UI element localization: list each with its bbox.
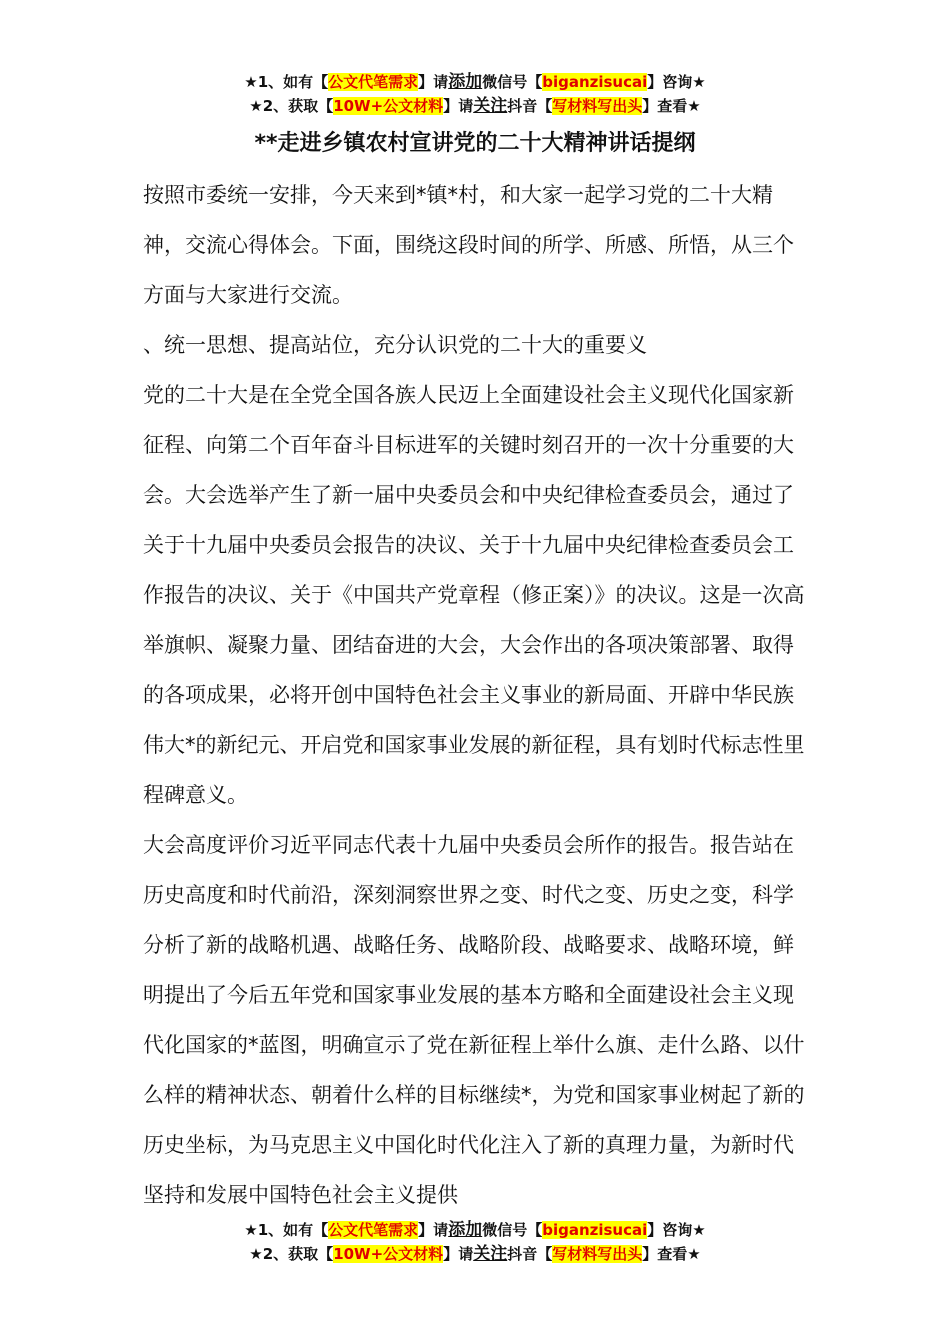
banner-text: 抖音【 — [507, 97, 553, 115]
banner-text: ★1、如有【 — [244, 1221, 329, 1239]
underlined-text: 添加 — [448, 1220, 483, 1240]
highlight-materials: 10W+公文材料 — [333, 1245, 444, 1263]
document-title: **走进乡镇农村宣讲党的二十大精神讲话提纲 — [254, 131, 696, 156]
paragraph: 党的二十大是在全党全国各族人民迈上全面建设社会主义现代化国家新征程、向第二个百年奋斗目标进军的关键时刻召开的一次十分重要的大会。大会选举产生了新一届中央委员会和中央纪律检查委员会，通过了关于十九届中央委员会报告的决议、关于十九届中央纪律检查委员会工作报告的决议、关于《中国共产党章程（修正案）》的决议。这是一次高举旗帜、凝聚力量、团结奋进的大会，大会作出的各项决策部署、取得的各项成果，必将开创中国特色社会主义事业的新局面、开辟中华民族伟大*的新纪元、开启党和国家事业发展的新征程，具有划时代标志性里程碑意义。 — [143, 383, 805, 807]
highlight-wechat-id: biganzisucai — [542, 73, 648, 91]
highlight-service: 公文代笔需求 — [328, 1221, 419, 1239]
banner-text: 抖音【 — [507, 1245, 553, 1263]
banner-line-2 — [0, 94, 950, 118]
banner-text: 】查看★ — [642, 97, 701, 115]
banner-line-2 — [0, 1242, 950, 1266]
banner-text: 】查看★ — [642, 1245, 701, 1263]
banner-text: 】咨询★ — [647, 73, 706, 91]
banner-text: ★1、如有【 — [244, 73, 329, 91]
banner-text: ★2、获取【 — [249, 1245, 334, 1263]
banner-text: 微信号【 — [482, 73, 543, 91]
footer-banner — [0, 1218, 950, 1266]
banner-line-1 — [0, 70, 950, 94]
banner-text: 微信号【 — [482, 1221, 543, 1239]
banner-text: 】咨询★ — [647, 1221, 706, 1239]
highlight-douyin: 写材料写出头 — [552, 1245, 643, 1263]
underlined-text: 添加 — [448, 72, 483, 92]
banner-line-1 — [0, 1218, 950, 1242]
highlight-materials: 10W+公文材料 — [333, 97, 444, 115]
highlight-service: 公文代笔需求 — [328, 73, 419, 91]
underlined-text: 关注 — [473, 1244, 508, 1264]
highlight-wechat-id: biganzisucai — [542, 1221, 648, 1239]
banner-text: 】请 — [443, 1245, 474, 1263]
underlined-text: 关注 — [473, 96, 508, 116]
banner-text: 】请 — [418, 73, 449, 91]
banner-text: ★2、获取【 — [249, 97, 334, 115]
banner-text: 】请 — [418, 1221, 449, 1239]
paragraph: 按照市委统一安排，今天来到*镇*村，和大家一起学习党的二十大精神，交流心得体会。下面，围绕这段时间的所学、所感、所悟，从三个方面与大家进行交流。 — [143, 183, 794, 307]
paragraph: 大会高度评价习近平同志代表十九届中央委员会所作的报告。报告站在历史高度和时代前沿，深刻洞察世界之变、时代之变、历史之变，科学分析了新的战略机遇、战略任务、战略阶段、战略要求、战略环境，鲜明提出了今后五年党和国家事业发展的基本方略和全面建设社会主义现代化国家的*蓝图，明确宣示了党在新征程上举什么旗、走什么路、以什么样的精神状态、朝着什么样的目标继续*，为党和国家事业树起了新的历史坐标，为马克思主义中国化时代化注入了新的真理力量，为新时代坚持和发展中国特色社会主义提供 — [143, 833, 805, 1207]
banner-text: 】请 — [443, 97, 474, 115]
header-banner — [0, 70, 950, 118]
document-body — [143, 170, 809, 1220]
section-heading: 、统一思想、提高站位，充分认识党的二十大的重要义 — [143, 333, 647, 357]
highlight-douyin: 写材料写出头 — [552, 97, 643, 115]
